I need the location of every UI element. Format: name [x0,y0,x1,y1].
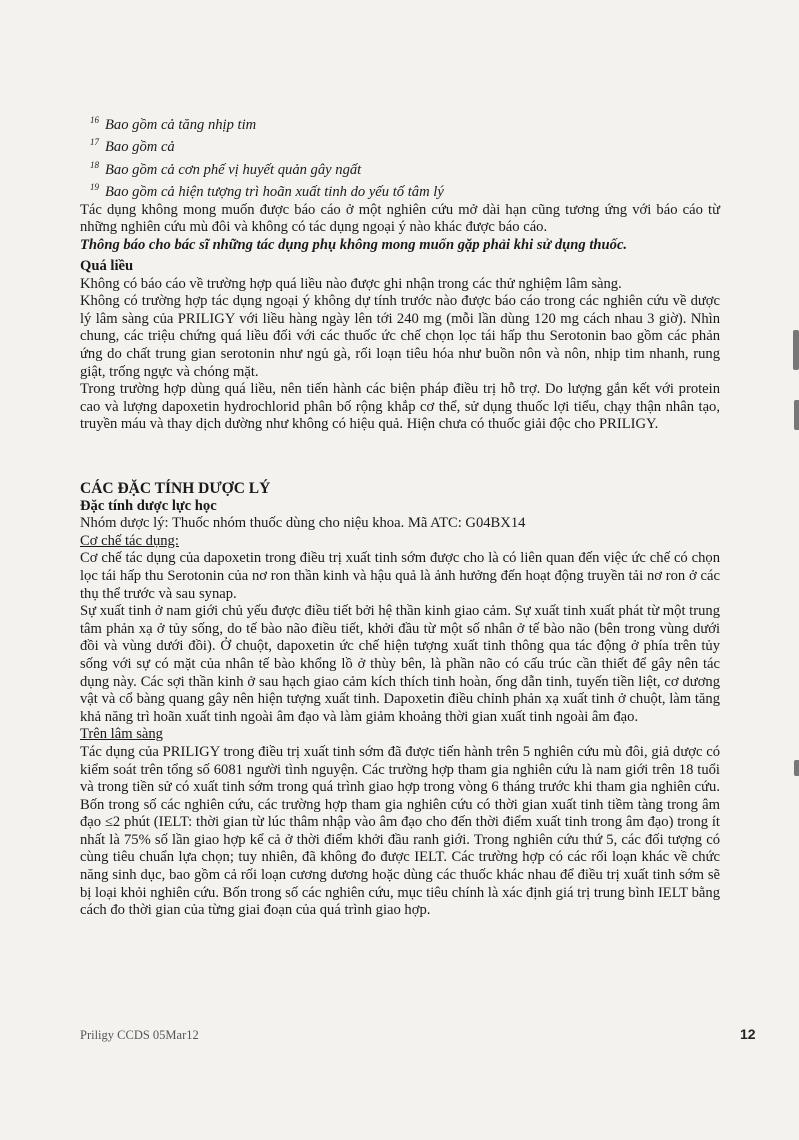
pharmacology-heading: CÁC ĐẶC TÍNH DƯỢC LÝ [80,480,271,497]
overdose-section [80,258,720,434]
scan-edge-mark [794,400,799,430]
footnote-16: $^{16}$ Bao gồm cả tăng nhịp tim [90,115,257,133]
overdose-paragraph-3: Trong trường hợp dùng quá liều, nên tiến hành các biện pháp điều trị hỗ trợ. Do lượng gắn kết với protein cao và lượng dapoxetin hydrochlorid phân bố rộng khắp cơ thể, sử dụng thuốc lợi tiểu, chạy thận nhân tạo, truyền máu và thay dịch dường như không có hiệu quả. Hiện chưa có thuốc giải độc cho PRILIGY. [80,381,720,433]
scan-edge-mark [793,330,799,370]
intro-paragraph: Tác dụng không mong muốn được báo cáo ở một nghiên cứu mở dài hạn cũng tương ứng với báo cáo từ những nghiên cứu mù đôi và không có tác dụng ngoại ý nào khác được báo cáo. [80,201,720,236]
mechanism-paragraph-1: Cơ chế tác dụng của dapoxetin trong điều trị xuất tinh sớm được cho là có liên quan đến việc ức chế có chọn lọc tái hấp thu Serotonin của nơ ron thần kinh và hậu quả là ảnh hưởng đến hoạt động truyền tải nơ ron ở các thụ thể trước và sau synap. [80,550,720,602]
overdose-paragraph-2: Không có trường hợp tác dụng ngoại ý không dự tính trước nào được báo cáo trong các nghiên cứu về dược lý lâm sàng của PRILIGY với liều hàng ngày lên tới 240 mg (mỗi lần dùng 120 mg cách nhau 3 giờ). Nhìn chung, các triệu chứng quá liều đối với các thuốc ức chế chọn lọc tái hấp thu Serotonin bao gồm các phản ứng do chất trung gian serotonin như ngủ gà, rối loạn tiêu hóa như buồn nôn và nôn, nhịp tim nhanh, rung giật, trống ngực và chóng mặt. [80,293,720,380]
footnote-list [80,112,720,255]
footnote-18: $^{18}$ Bao gồm cả cơn phế vị huyết quản gây ngất [90,159,362,178]
pharmacodynamics-subheading: Đặc tính dược lực học [80,497,217,514]
footnote-17: $^{17}$ Bao gồm cả [90,137,175,156]
clinical-paragraph: Tác dụng của PRILIGY trong điều trị xuất tinh sớm đã được tiến hành trên 5 nghiên cứu mù đôi, giả dược có kiểm soát trên tổng số 6081 người tình nguyện. Các trường hợp tham gia nghiên cứu là nam giới trên 18 tuổi và trong tiền sử có xuất tinh sớm trong quá trình giao hợp trong vòng 6 tháng trước khi tham gia nghiên cứu. Bốn trong số các nghiên cứu, các trường hợp tham gia nghiên cứu có thời gian xuất tinh tiềm tàng trong âm đạo ≤2 phút (IELT: thời gian từ lúc thâm nhập vào âm đạo cho đến thời điểm xuất tinh trong âm đạo) trong ít nhất là 75% số lần giao hợp kể cả ở thời điểm khởi đầu ranh giới. Trong nghiên cứu thứ 5, các đối tượng có cùng tiêu chuẩn lựa chọn; tuy nhiên, đã không đo được IELT. Các trường hợp có các rối loạn khác về chức năng sinh dục, bao gồm cả rối loạn cương dương hoặc dùng các thuốc khác nhau để điều trị xuất tinh sớm sẽ bị loại khỏi nghiên cứu. Bốn trong số các nghiên cứu, mục tiêu chính là xác định giá trị trung bình IELT bằng cách đo thời gian của từng giai đoạn của quá trình giao hợp. [80,743,720,919]
overdose-heading: Quá liều [80,258,134,274]
page-number: 12 [740,1026,756,1042]
pharmacology-section [80,480,720,920]
warning-text: Thông báo cho bác sĩ những tác dụng phụ không mong muốn gặp phải khi sử dụng thuốc. [80,237,628,253]
overdose-paragraph-1: Không có báo cáo về trường hợp quá liều nào được ghi nhận trong các thử nghiệm lâm sàng. [80,275,622,292]
clinical-label: Trên lâm sàng [80,726,163,743]
footnote-19: $^{19}$ Bao gồm cả hiện tượng trì hoãn xuất tinh do yếu tố tâm lý [90,182,444,201]
mechanism-label: Cơ chế tác dụng: [80,532,179,549]
footer-document-id: Priligy CCDS 05Mar12 [80,1028,199,1042]
scan-edge-mark [794,760,799,776]
mechanism-paragraph-2: Sự xuất tinh ở nam giới chủ yếu được điều tiết bởi hệ thần kinh giao cảm. Sự xuất tinh xuất phát từ một trung tâm phản xạ ở tủy sống, do tế bào não điều tiết, khởi đầu từ một số nhân ở tế bào não (bên trong vùng dưới đồi và vùng dưới đồi). Ở chuột, dapoxetin ức chế hiện tượng xuất tinh thông qua tác động ở phía trên tủy sống với sự có mặt của nhân tế bào khổng lồ ở thùy bên, là phần não có cấu trúc cần thiết để gây nên tác dụng này. Các sợi thần kinh ở sau hạch giao cảm kích thích tinh hoàn, ống dẫn tinh, tuyến tiền liệt, cơ dương vật và cổ bàng quang gây nên hiện tượng xuất tinh. Dapoxetin điều chỉnh phản xạ xuất tinh ở chuột, làm tăng khả năng trì hoãn xuất tinh ngoài âm đạo và làm giảm khoảng thời gian xuất tinh ngoài âm đạo. [80,603,720,725]
pharmacological-group: Nhóm dược lý: Thuốc nhóm thuốc dùng cho niệu khoa. Mã ATC: G04BX14 [80,515,526,532]
